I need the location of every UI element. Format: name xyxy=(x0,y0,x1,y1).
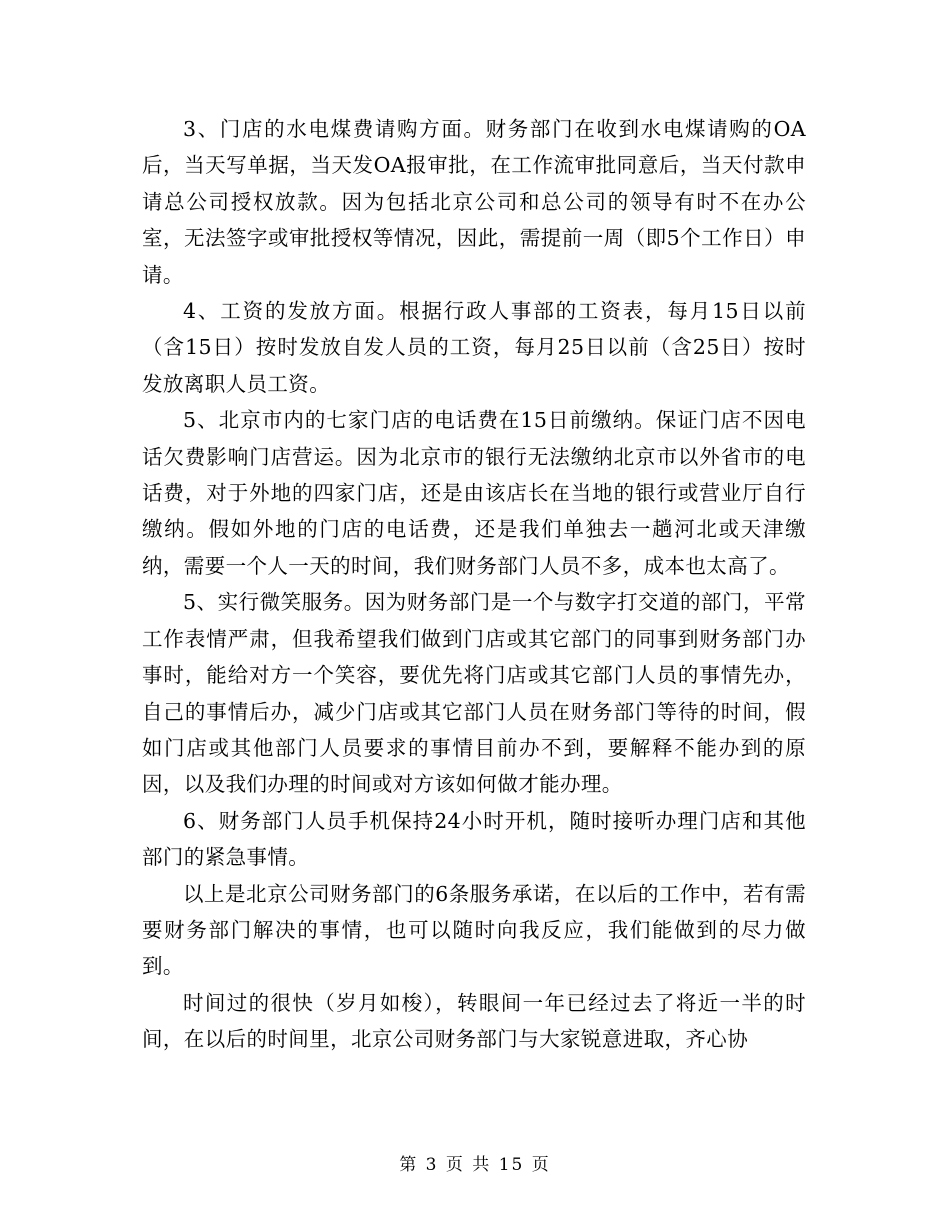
document-body xyxy=(142,111,806,1058)
paragraph-summary: 以上是北京公司财务部门的6条服务承诺，在以后的工作中，若有需要财务部门解决的事情，也可以随时向我反应，我们能做到的尽力做到。 xyxy=(142,881,806,979)
paragraph-smile-service: 5、实行微笑服务。因为财务部门是一个与数字打交道的部门，平常工作表情严肃，但我希望我们做到门店或其它部门的同事到财务部门办事时，能给对方一个笑容，要优先将门店或其它部门人员的事情先办，自己的事情后办，减少门店或其它部门人员在财务部门等待的时间，假如门店或其他部门人员要求的事情目前办不到，要解释不能办到的原因，以及我们办理的时间或对方该如何做才能办理。 xyxy=(142,590,806,797)
paragraph-closing: 时间过的很快（岁月如梭），转眼间一年已经过去了将近一半的时间，在以后的时间里，北京公司财务部门与大家锐意进取，齐心协 xyxy=(142,990,806,1052)
paragraph-salary-payment: 4、工资的发放方面。根据行政人事部的工资表，每月15日以前（含15日）按时发放自发人员的工资，每月25日以前（含25日）按时发放离职人员工资。 xyxy=(142,299,806,396)
paragraph-phone-fees: 5、北京市内的七家门店的电话费在15日前缴纳。保证门店不因电话欠费影响门店营运。因为北京市的银行无法缴纳北京市以外省市的电话费，对于外地的四家门店，还是由该店长在当地的银行或营业厅自行缴纳。假如外地的门店的电话费，还是我们单独去一趟河北或天津缴纳，需要一个人一天的时间，我们财务部门人员不多，成本也太高了。 xyxy=(142,408,806,578)
paragraph-utility-fees: 3、门店的水电煤费请购方面。财务部门在收到水电煤请购的OA后，当天写单据，当天发OA报审批，在工作流审批同意后，当天付款申请总公司授权放款。因为包括北京公司和总公司的领导有时不在办公室，无法签字或审批授权等情况，因此，需提前一周（即5个工作日）申请。 xyxy=(142,117,806,287)
page-number-footer: 第 3 页 共 15 页 xyxy=(399,1155,551,1175)
paragraph-phone-on: 6、财务部门人员手机保持24小时开机，随时接听办理门店和其他部门的紧急事情。 xyxy=(142,808,806,870)
